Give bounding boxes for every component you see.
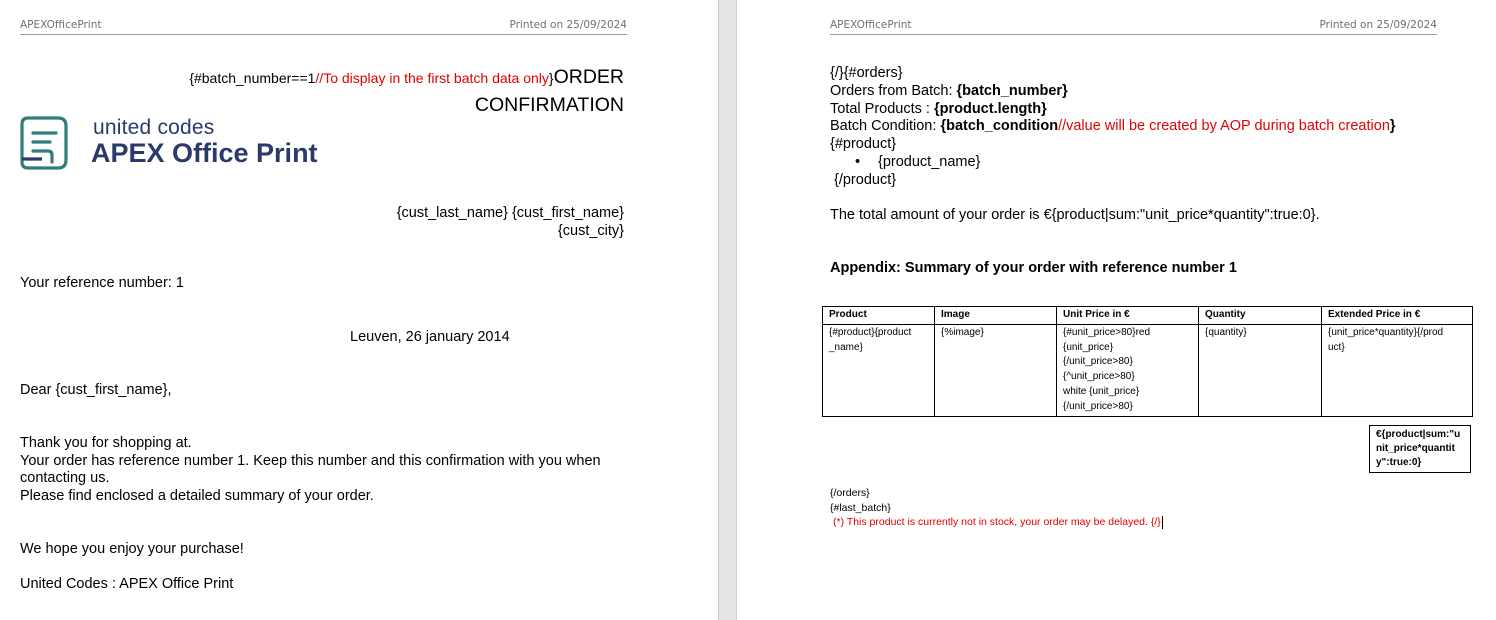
customer-name: {cust_last_name} {cust_first_name} [396, 205, 624, 221]
sum-total-box: €{product|sum:"unit_price*quantity":true:0} [1369, 425, 1471, 473]
cond-close: } [1389, 118, 1396, 134]
table-row [823, 324, 1473, 416]
doc-title-line2: CONFIRMATION [474, 94, 624, 116]
text-cursor [1162, 516, 1163, 529]
cell-extended-price: {unit_price*quantity}{/prod uct} [1322, 324, 1473, 416]
total-value: {product.length} [933, 101, 1047, 117]
page-divider [718, 0, 719, 620]
document-page-1 [0, 0, 718, 620]
orders-open-tag: {/}{#orders} [830, 65, 903, 81]
last-batch-tag: {#last_batch} [830, 502, 891, 514]
doc-title-line1: ORDER [553, 66, 624, 88]
batch-label: Orders from Batch: [830, 83, 957, 99]
batch-condition-line [189, 66, 624, 88]
cell-quantity: {quantity} [1199, 324, 1322, 416]
logo-line2: APEX Office Print [91, 138, 318, 168]
product-loop-open: {#product} [830, 136, 897, 152]
batch-close: } [548, 70, 554, 86]
header-app-name: APEXOfficePrint [20, 19, 102, 31]
page-header [830, 19, 1437, 35]
bullet-product-name: {product_name} [878, 154, 981, 170]
cell-product: {#product}{product _name} [823, 324, 935, 416]
header-printed-date: Printed on 25/09/2024 [509, 19, 627, 31]
cell-unit-price: {#unit_price>80}red {unit_price} {/unit_price>80} {^unit_price>80} white {unit_price} {/unit_price>80} [1057, 324, 1199, 416]
salutation: Dear {cust_first_name}, [20, 382, 172, 398]
cond-value: {batch_condition [940, 118, 1059, 134]
cond-label: Batch Condition: [830, 118, 941, 134]
col-header-extended-price: Extended Price in € [1322, 307, 1473, 325]
batch-condition-line [830, 118, 1396, 136]
orders-close-tag: {/orders} [830, 487, 870, 499]
header-app-name: APEXOfficePrint [830, 19, 912, 31]
total-amount-line: The total amount of your order is €{product|sum:"unit_price*quantity":true:0}. [830, 207, 1320, 223]
batch-tag: {#batch_number==1 [189, 70, 316, 86]
customer-city: {cust_city} [557, 223, 624, 239]
col-header-unit-price: Unit Price in € [1057, 307, 1199, 325]
header-printed-date: Printed on 25/09/2024 [1319, 19, 1437, 31]
batch-comment: //To display in the first batch data only [315, 70, 549, 86]
logo-line1: united codes [93, 116, 215, 139]
body-line: contacting us. [20, 470, 110, 486]
cell-image: {%image} [935, 324, 1057, 416]
stock-note[interactable]: (*) This product is currently not in stock, your order may be delayed. {/} [833, 516, 1161, 528]
order-summary-table [822, 306, 1473, 417]
aop-logo-icon [20, 116, 68, 170]
batch-value: {batch_number} [956, 83, 1068, 99]
total-products-line [830, 101, 1047, 119]
col-header-quantity: Quantity [1199, 307, 1322, 325]
col-header-image: Image [935, 307, 1057, 325]
body-line: Your order has reference number 1. Keep this number and this confirmation with you when [20, 453, 601, 469]
total-label: Total Products : [830, 101, 934, 117]
signature: United Codes : APEX Office Print [20, 576, 234, 592]
bullet-list-item: • {product_name} [855, 154, 981, 170]
body-line: Please find enclosed a detailed summary of your order. [20, 488, 374, 504]
document-page-2 [737, 0, 1496, 620]
cond-comment: //value will be created by AOP during batch creation [1058, 118, 1390, 134]
company-logo [20, 116, 360, 172]
page-header [20, 19, 627, 35]
closing-line: We hope you enjoy your purchase! [20, 541, 244, 557]
appendix-heading: Appendix: Summary of your order with reference number 1 [830, 260, 1237, 276]
reference-number: Your reference number: 1 [20, 275, 184, 291]
body-line: Thank you for shopping at. [20, 435, 192, 451]
place-date: Leuven, 26 january 2014 [350, 329, 510, 345]
table-header-row [823, 307, 1473, 325]
product-loop-close: {/product} [834, 172, 897, 188]
batch-number-line [830, 83, 1068, 101]
col-header-product: Product [823, 307, 935, 325]
